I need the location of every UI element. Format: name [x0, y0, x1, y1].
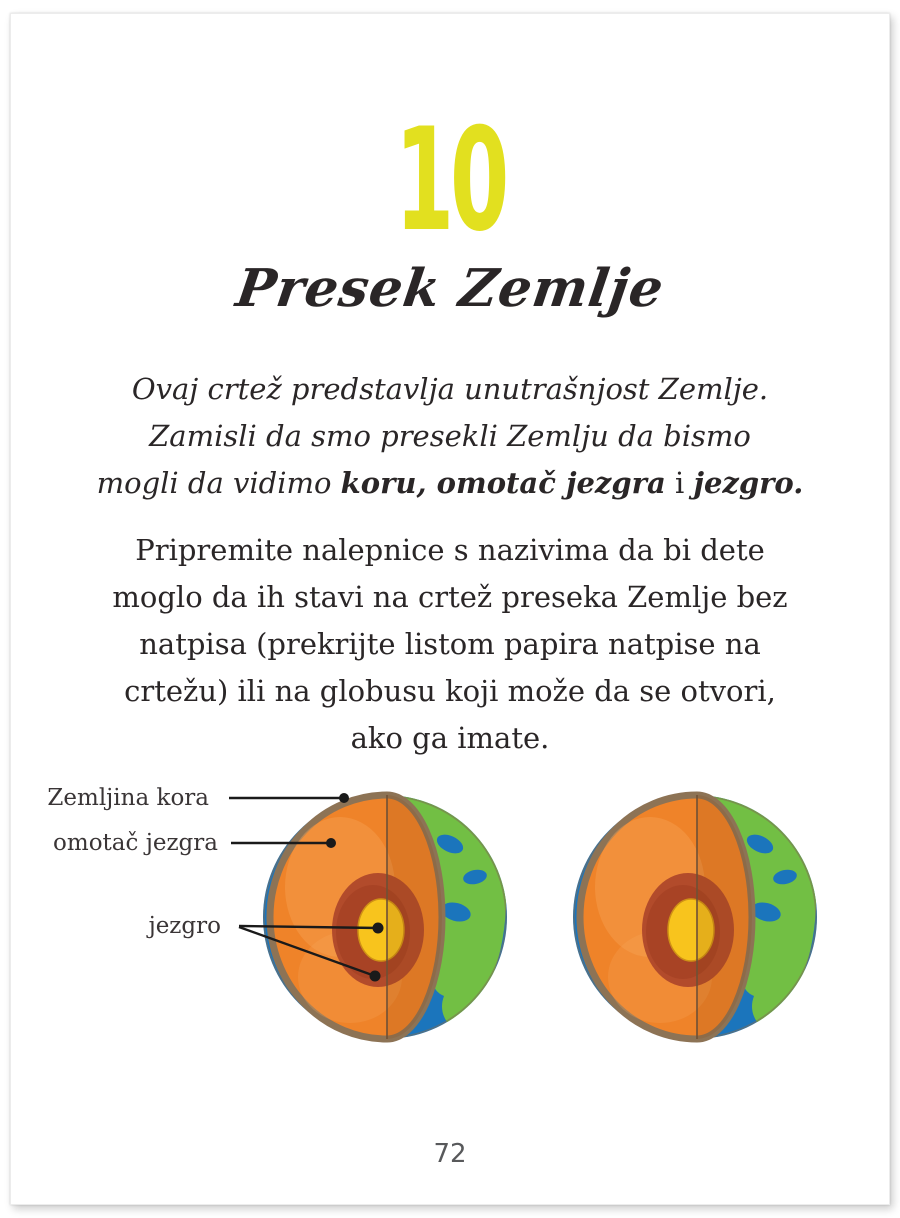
chapter-number: 10	[394, 98, 506, 263]
earth-cutaway-labeled	[250, 782, 520, 1052]
intro-bold-layers: koru, omotač jezgra	[340, 466, 666, 500]
page-number: 72	[433, 1139, 467, 1169]
intro-paragraph	[11, 366, 889, 507]
label-mantle: omotač jezgra	[53, 830, 218, 856]
intro-conjunction: i	[665, 466, 694, 500]
earth-cutaway-plain	[560, 782, 830, 1052]
intro-line-3-text: mogli da vidimo	[96, 466, 341, 500]
intro-bold-core: jezgro.	[693, 466, 804, 500]
instructions-line-2: moglo da ih stavi na crtež preseka Zemlje bez	[112, 580, 788, 614]
book-page	[10, 13, 890, 1205]
instructions-line-3: natpisa (prekrijte listom papira natpise na	[139, 627, 761, 661]
intro-line-3	[11, 460, 889, 507]
instructions-paragraph	[11, 527, 889, 762]
instructions-line-4: crtežu) ili na globusu koji može da se otvori,	[124, 674, 776, 708]
intro-line-1: Ovaj crtež predstavlja unutrašnjost Zemlje.	[131, 372, 769, 406]
instructions-line-5: ako ga imate.	[350, 721, 550, 755]
label-crust: Zemljina kora	[47, 785, 209, 811]
earth-diagram	[11, 749, 889, 1119]
page-title: Presek Zemlje	[232, 258, 668, 319]
instructions-line-1: Pripremite nalepnice s nazivima da bi dete	[135, 533, 765, 567]
intro-line-2: Zamisli da smo presekli Zemlju da bismo	[149, 419, 751, 453]
label-core: jezgro	[148, 913, 221, 939]
